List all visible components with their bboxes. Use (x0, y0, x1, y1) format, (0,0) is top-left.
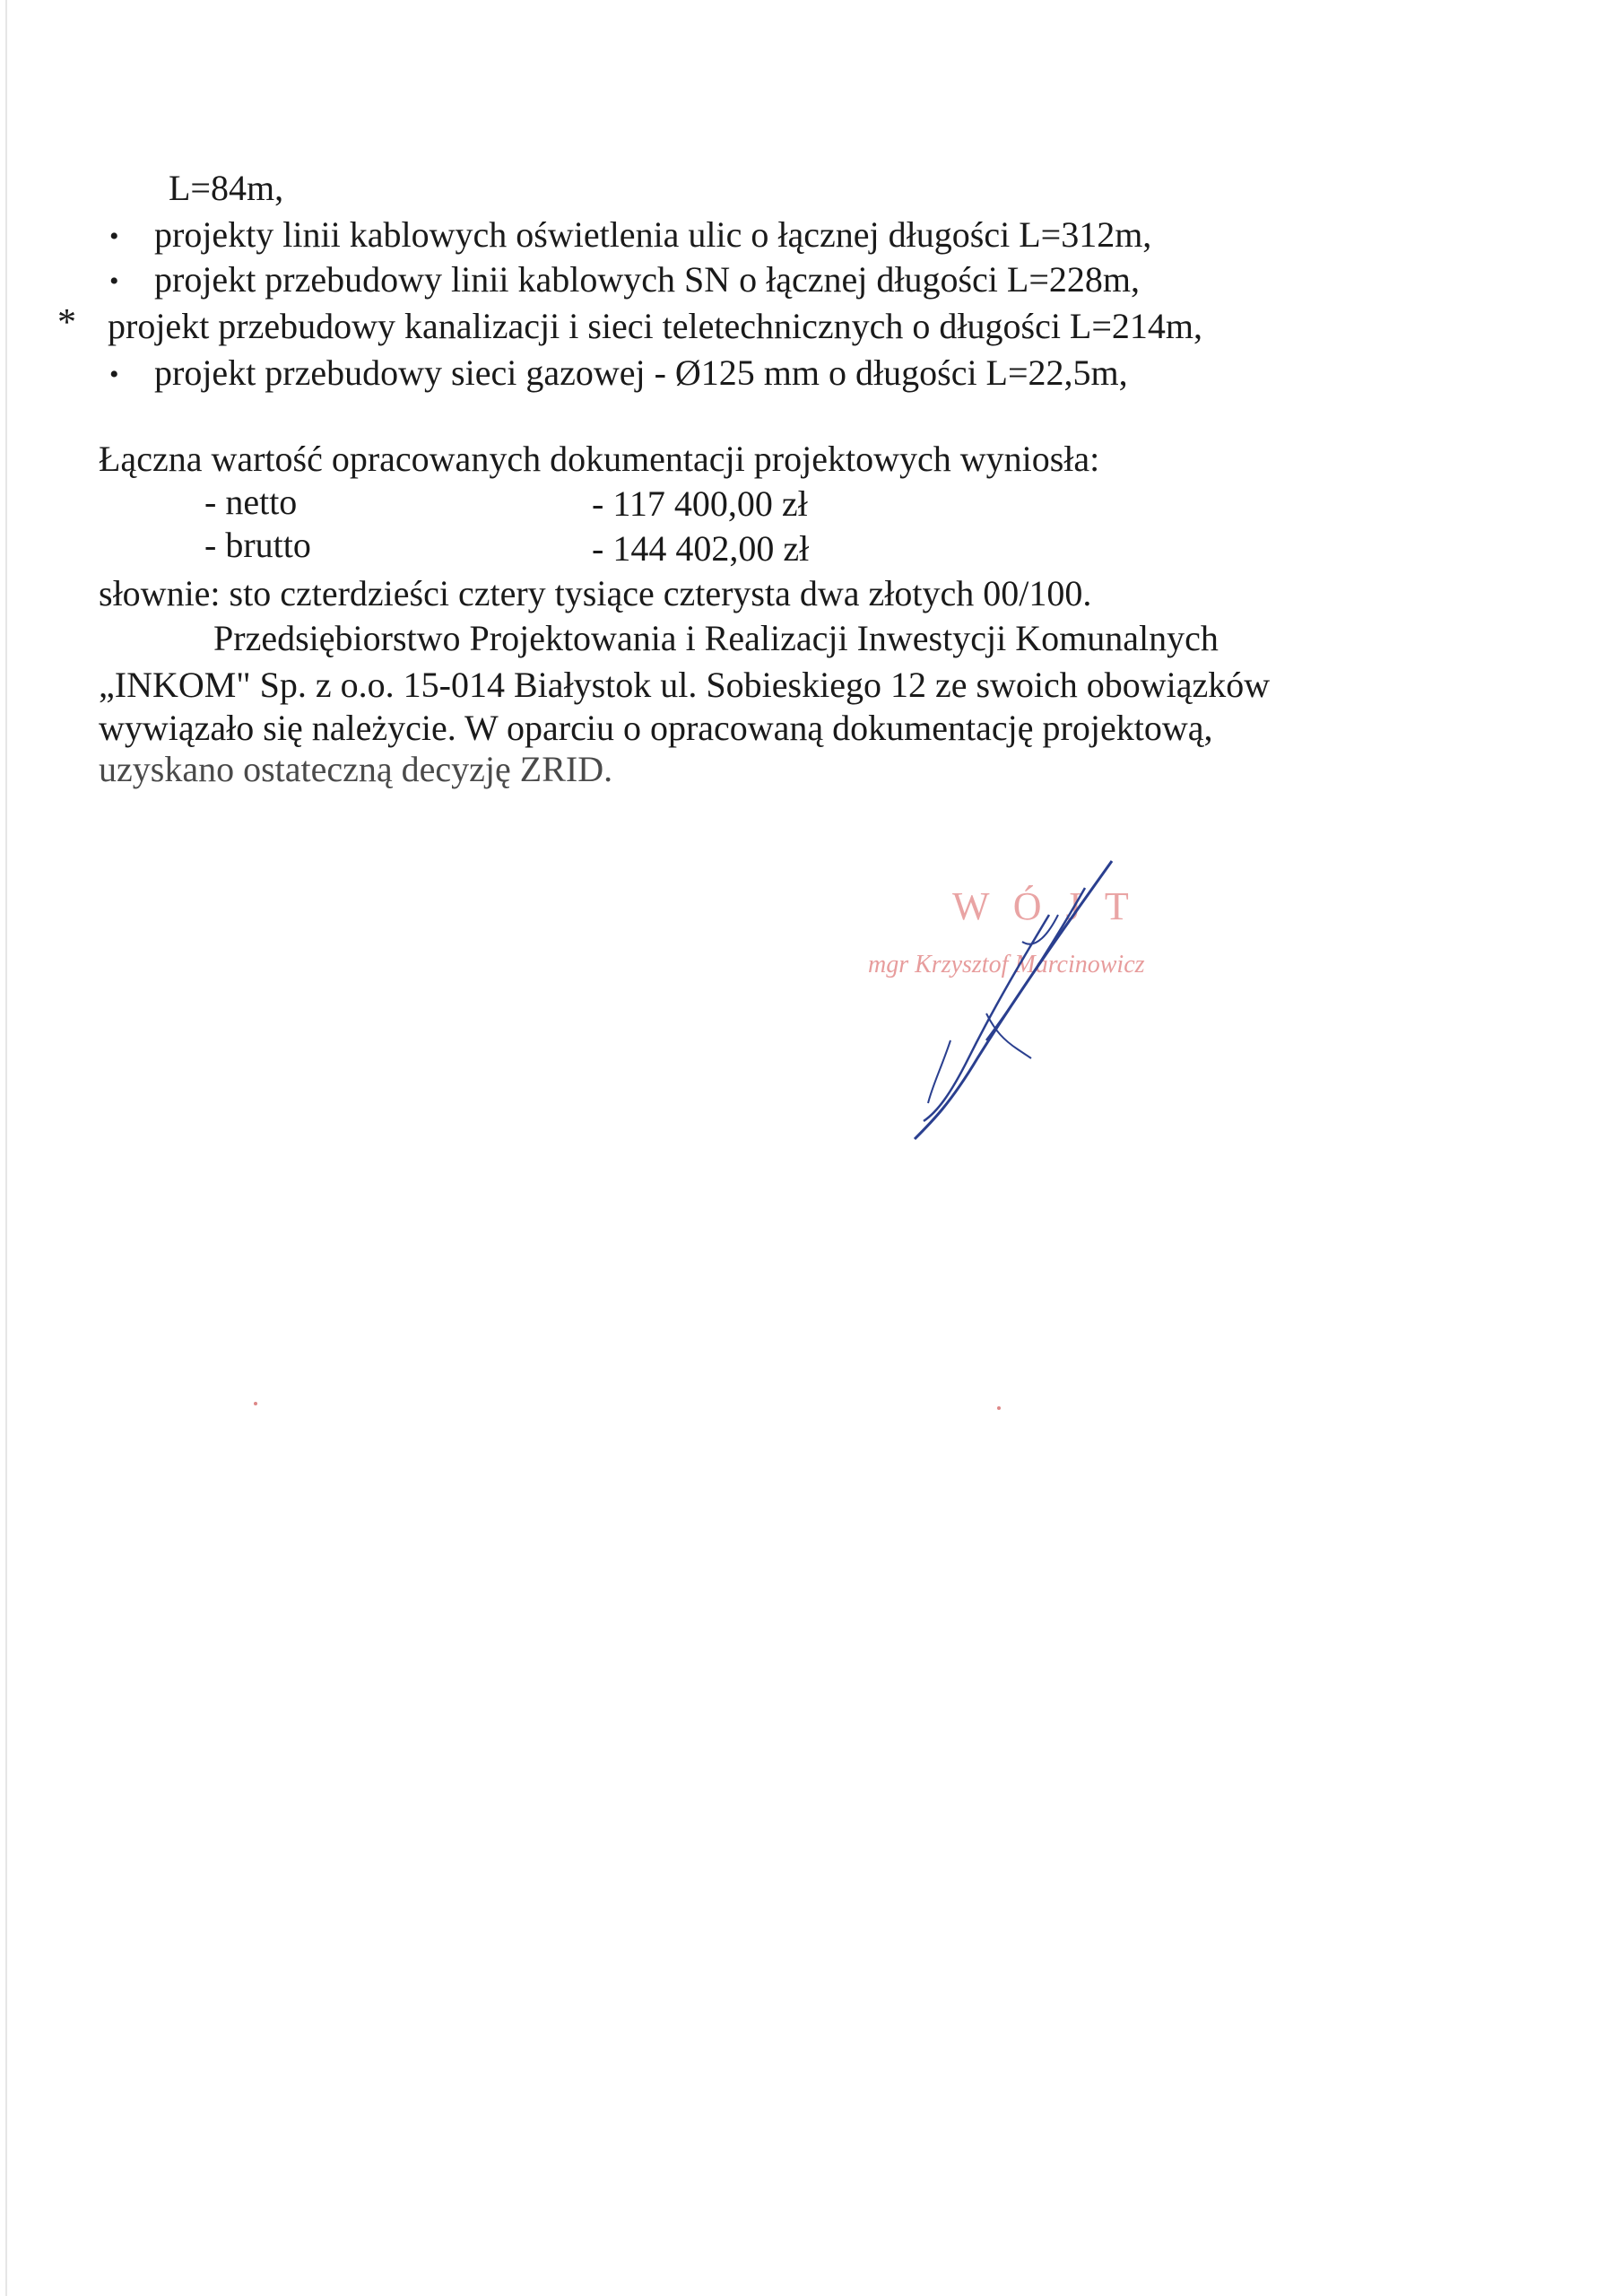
net-value: - 117 400,00 zł (592, 483, 808, 524)
list-item-gas-network: projekt przebudowy sieci gazowej - Ø125 mm o długości L=22,5m, (154, 352, 1128, 393)
list-star: * (57, 302, 76, 344)
list-item-sewerage-telecom: projekt przebudowy kanalizacji i sieci teletechnicznych o długości L=214m, (108, 306, 1203, 346)
company-address: „INKOM" Sp. z o.o. 15-014 Białystok ul. Sobieskiego 12 ze swoich obowiązków (99, 665, 1271, 705)
gross-label: - brutto (204, 525, 311, 565)
stamp-name: mgr Krzysztof Marcinowicz (868, 951, 1145, 978)
scan-speck (254, 1402, 257, 1405)
text-line-length-84: L=84m, (169, 168, 284, 208)
net-label: - netto (204, 482, 298, 522)
stamp-header: W Ó J T (952, 884, 1136, 928)
page-edge (5, 0, 7, 2296)
company-name: Przedsiębiorstwo Projektowania i Realizacji Inwestycji Komunalnych (213, 618, 1219, 658)
obligation-statement: wywiązało się należycie. W oparciu o opracowaną dokumentację projektową, (99, 708, 1213, 748)
zrid-decision: uzyskano ostateczną decyzję ZRID. (99, 749, 613, 789)
gross-value: - 144 402,00 zł (592, 528, 810, 569)
list-bullet: • (109, 222, 119, 251)
list-item-sn-cables: projekt przebudowy linii kablowych SN o łącznej długości L=228m, (154, 259, 1141, 300)
scan-speck (997, 1406, 1001, 1410)
list-bullet: • (109, 266, 119, 296)
total-value-heading: Łączna wartość opracowanych dokumentacji projektowych wyniosła: (99, 439, 1100, 479)
signature (843, 852, 1139, 1148)
list-item-lighting-cables: projekty linii kablowych oświetlenia ulic o łącznej długości L=312m, (154, 214, 1152, 255)
list-bullet: • (109, 360, 119, 389)
amount-in-words: słownie: sto czterdzieści cztery tysiące czterysta dwa złotych 00/100. (99, 573, 1092, 613)
